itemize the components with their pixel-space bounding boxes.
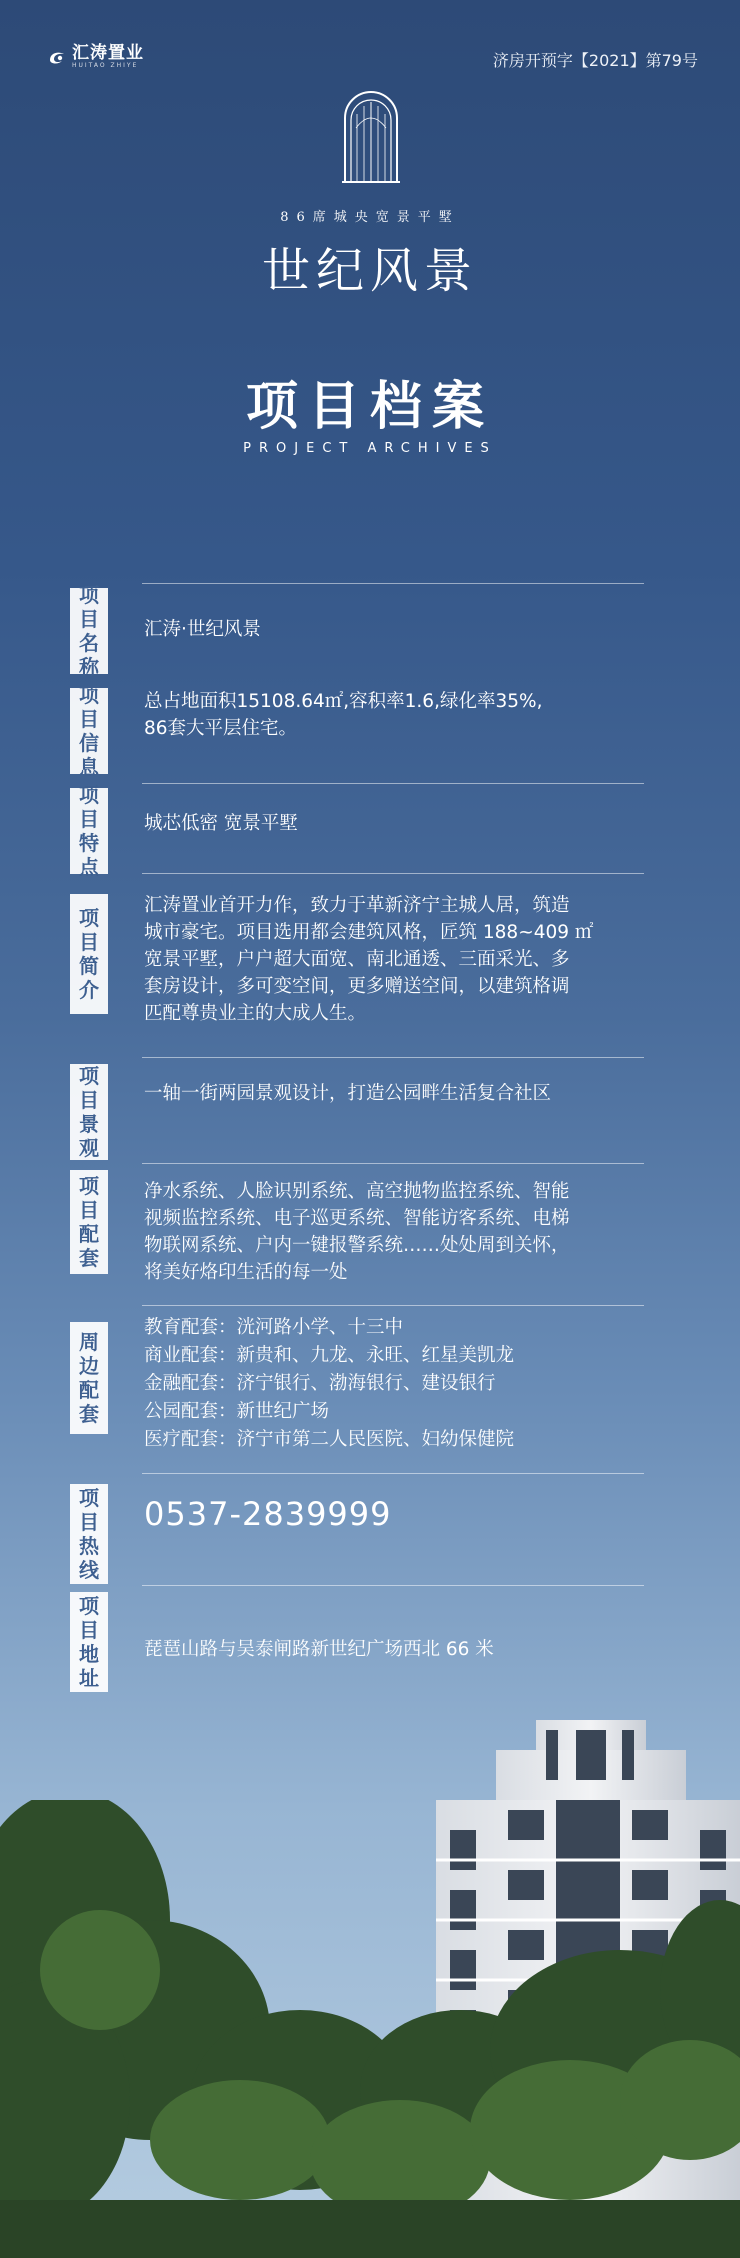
info-value: 汇涛置业首开力作，致力于革新济宁主城人居，筑造 城市豪宅。项目选用都会建筑风格，匠筑 188~409 ㎡ 宽景平墅，户户超大面宽、南北通透、三面采光、多 套房设计，多可变空间，更多赠送空间，以建筑格调 匹配尊贵业主的大成人生。 (144, 895, 594, 1024)
row-divider (142, 1473, 644, 1474)
info-row-name (70, 583, 644, 679)
trees-foreground (0, 1800, 740, 2258)
info-label: 项 目 名 称 (70, 588, 108, 674)
section-title: 项目档案 (245, 377, 494, 437)
project-name: 世纪风景 (261, 243, 478, 299)
row-divider (142, 583, 644, 584)
info-label: 项 目 景 观 (70, 1064, 108, 1160)
info-row-feature (70, 783, 644, 879)
info-row-surroundings (70, 1306, 644, 1470)
hero-tagline: 86席城央宽景平墅 (280, 210, 460, 225)
brand-swirl-icon (48, 50, 66, 64)
info-value: 城芯低密 宽景平墅 (144, 813, 298, 834)
info-value: 净水系统、人脸识别系统、高空抛物监控系统、智能 视频监控系统、电子巡更系统、智能访客系统、电梯 物联网系统、户内一键报警系统……处处周到关怀， 将美好烙印生活的每一处 (144, 1181, 570, 1283)
info-row-address (70, 1586, 644, 1696)
section-subtitle: PROJECT ARCHIVES (243, 441, 497, 456)
row-divider (142, 1585, 644, 1586)
row-divider (142, 1305, 644, 1306)
info-value: 汇涛·世纪风景 (144, 619, 261, 640)
info-row-landscape (70, 1058, 644, 1158)
info-row-hotline (70, 1474, 644, 1584)
info-row-info (70, 683, 644, 779)
info-label: 项 目 热 线 (70, 1484, 108, 1584)
info-label: 项 目 配 套 (70, 1170, 108, 1274)
arch-emblem-icon (342, 88, 400, 184)
info-value: 教育配套：洸河路小学、十三中 商业配套：新贵和、九龙、永旺、红星美凯龙 金融配套：济宁银行、渤海银行、建设银行 公园配套：新世纪广场 医疗配套：济宁市第二人民医院、妇幼保健院 (144, 1317, 515, 1450)
info-label: 项 目 特 点 (70, 788, 108, 874)
info-value: 一轴一街两园景观设计，打造公园畔生活复合社区 (144, 1083, 552, 1104)
info-label: 项 目 地 址 (70, 1592, 108, 1692)
info-row-intro (70, 874, 644, 1042)
brand-name: 汇涛置业 (72, 43, 144, 63)
brand-pinyin: HUITAO ZHIYE (72, 62, 139, 69)
info-value: 总占地面积15108.64㎡,容积率1.6,绿化率35%, 86套大平层住宅。 (144, 691, 543, 739)
brand-logo (48, 44, 144, 70)
row-divider (142, 783, 644, 784)
info-label: 周 边 配 套 (70, 1322, 108, 1434)
info-label: 项 目 简 介 (70, 894, 108, 1014)
info-label: 项 目 信 息 (70, 688, 108, 774)
hotline-number[interactable]: 0537-2839999 (144, 1495, 392, 1533)
row-divider (142, 1057, 644, 1058)
row-divider (142, 873, 644, 874)
presale-permit: 济房开预字【2021】第79号 (492, 51, 698, 70)
info-value: 琵琶山路与吴泰闸路新世纪广场西北 66 米 (144, 1639, 494, 1660)
info-row-facilities (70, 1164, 644, 1304)
row-divider (142, 1163, 644, 1164)
